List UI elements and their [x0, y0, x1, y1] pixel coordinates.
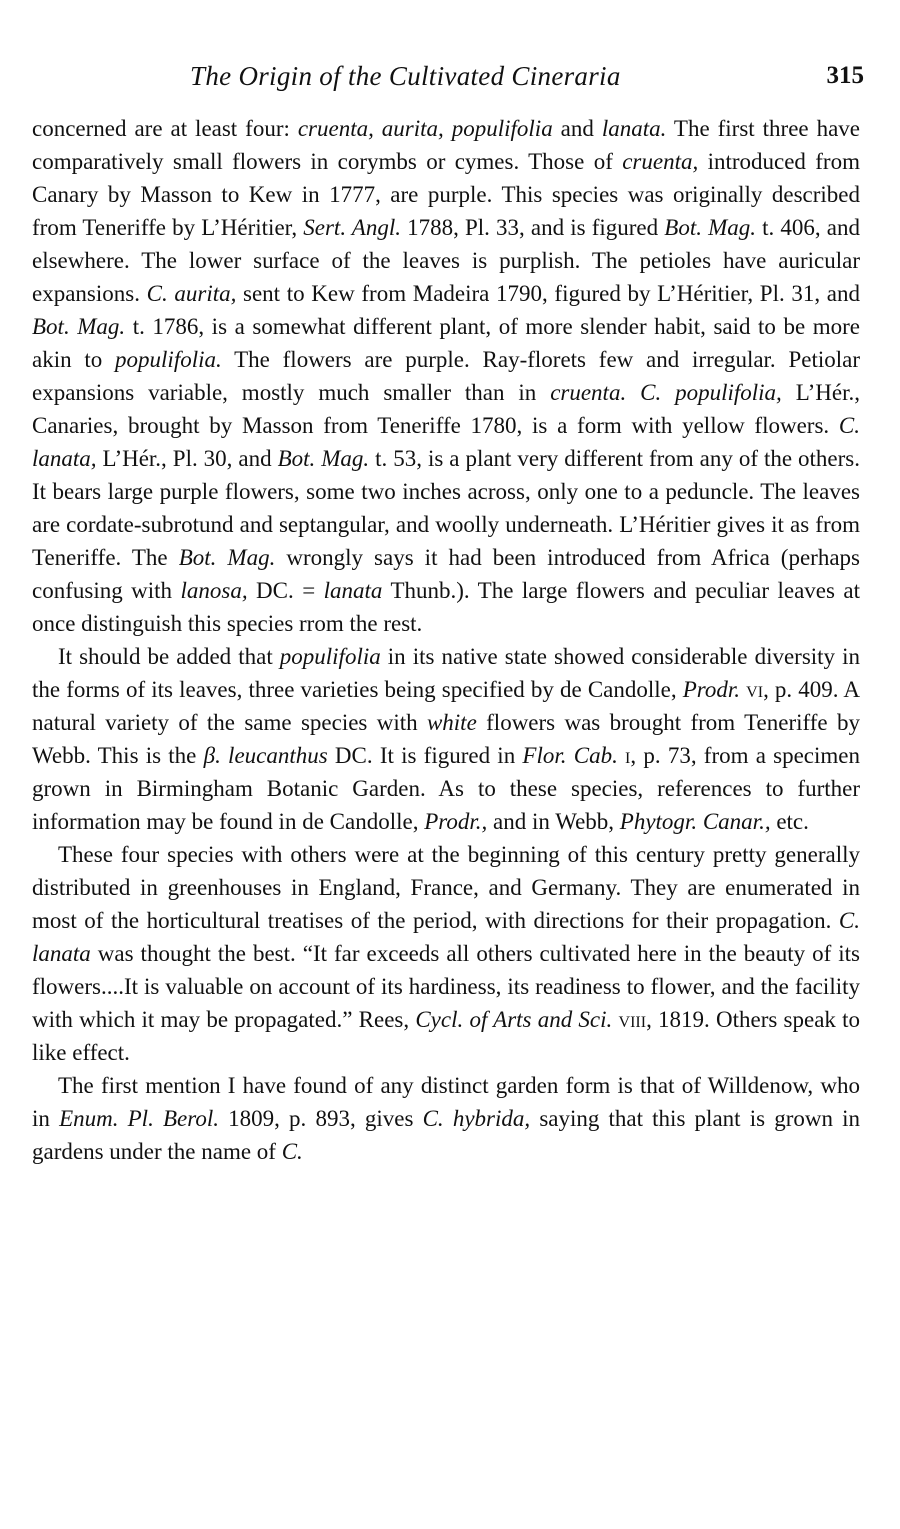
italic-run: lanata: [323, 578, 383, 603]
text-run: It should be added that: [58, 644, 280, 669]
running-head: [32, 58, 864, 94]
text-run: These four species with others were at the beginning of this century pretty generally distributed in greenhouses in England, France, and Germany. They are enumerated in most of the horticultural treatises of the period, with directions for their propagation.: [32, 842, 860, 933]
text-run: t. 406, and elsewhere. The lower surface of the leaves is purplish. The petioles have auricular expansions.: [32, 215, 860, 306]
italic-run: populifolia.: [115, 347, 222, 372]
text-run: was thought the best. “It far exceeds all others cultivated here in the beauty of its flowers....It is valuable on account of its hardiness, its readiness to flower, and the facility with which it may be propagated.” Rees,: [32, 941, 860, 1032]
text-run: introduced from Canary by Masson to Kew in 1777, are purple. This species was originally described from Teneriffe by L’Héritier,: [32, 149, 860, 240]
small-caps-run: viii: [618, 1007, 647, 1032]
italic-run: lanata.: [601, 116, 667, 141]
italic-run: Prodr.: [682, 677, 741, 702]
text-run: [618, 743, 625, 768]
text-run: , p. 409. A natural variety of the same species with: [32, 677, 860, 735]
text-run: sent to Kew from Madeira 1790, figured by L’Héritier, Pl. 31, and: [236, 281, 860, 306]
text-run: , p. 73, from a specimen grown in Birmingham Botanic Garden. As to these species, references to further information may be found in de Candolle,: [32, 743, 860, 834]
italic-run: Bot. Mag.: [664, 215, 756, 240]
text-run: t. 53, is a plant very different from any of the others. It bears large purple flowers, some two inches across, only one to a peduncle. The leaves are cordate-subrotund and septangular, and woolly underneath. L’Héritier gives it as from Teneriffe. The: [32, 446, 860, 570]
text-run: L’Hér., Pl. 30, and: [96, 446, 278, 471]
italic-run: cruenta.: [550, 380, 627, 405]
italic-run: white: [426, 710, 477, 735]
small-caps-run: vi: [746, 677, 764, 702]
text-run: L’Hér., Canaries, brought by Masson from Teneriffe 1780, is a form with yellow flowers.: [32, 380, 860, 438]
small-caps-run: i: [625, 743, 631, 768]
italic-run: β. leucanthus: [203, 743, 328, 768]
text-run: and: [552, 116, 602, 141]
italic-run: Phytogr. Canar.,: [619, 809, 771, 834]
body-text: [32, 112, 860, 1168]
italic-run: cruenta,: [622, 149, 699, 174]
italic-run: populifolia: [279, 644, 381, 669]
text-run: The first three have comparatively small flowers in corymbs or cymes. Those of: [32, 116, 860, 174]
text-run: concerned are at least four:: [32, 116, 298, 141]
italic-run: Sert. Angl.: [303, 215, 401, 240]
italic-run: Flor. Cab.: [522, 743, 618, 768]
text-run: wrongly says it had been introduced from Africa (perhaps confusing with: [32, 545, 860, 603]
paragraph-2: [32, 640, 860, 838]
italic-run: C. lanata: [32, 908, 860, 966]
text-run: The first mention I have found of any distinct garden form is that of Willdenow, who in: [32, 1073, 860, 1131]
text-run: Thunb.). The large flowers and peculiar leaves at once distinguish this species rrom the rest.: [32, 578, 860, 636]
paragraph-3: [32, 838, 860, 1069]
italic-run: C. hybrida,: [422, 1106, 531, 1131]
text-run: and in Webb,: [487, 809, 620, 834]
page-number: 315: [826, 62, 864, 89]
italic-run: Prodr.,: [424, 809, 488, 834]
italic-run: cruenta, aurita, populifolia: [297, 116, 553, 141]
text-run: DC. =: [247, 578, 324, 603]
text-run: [626, 380, 640, 405]
italic-run: C. lanata,: [32, 413, 860, 471]
italic-run: C. aurita,: [146, 281, 237, 306]
text-run: saying that this plant is grown in gardens under the name of: [32, 1106, 861, 1164]
paragraph-1: [32, 112, 860, 640]
italic-run: Enum. Pl. Berol.: [59, 1106, 219, 1131]
text-run: 1809, p. 893, gives: [218, 1106, 423, 1131]
text-run: etc.: [770, 809, 809, 834]
italic-run: Bot. Mag.: [277, 446, 370, 471]
text-run: 1788, Pl. 33, and is figured: [400, 215, 665, 240]
italic-run: Cycl. of Arts and Sci.: [415, 1007, 613, 1032]
italic-run: C. populifolia,: [640, 380, 782, 405]
paragraph-4: [32, 1069, 860, 1168]
text-run: in its native state showed considerable diversity in the forms of its leaves, three varieties being specified by de Candolle,: [32, 644, 860, 702]
text-run: DC. It is figured in: [327, 743, 523, 768]
italic-run: Bot. Mag.: [32, 314, 126, 339]
italic-run: lanosa,: [180, 578, 248, 603]
text-run: The flowers are purple. Ray-florets few and irregular. Petiolar expansions variable, mostly much smaller than in: [32, 347, 860, 405]
text-run: t. 1786, is a somewhat different plant, of more slender habit, said to be more akin to: [32, 314, 860, 372]
running-title: The Origin of the Cultivated Cineraria: [190, 61, 621, 91]
text-run: flowers was brought from Teneriffe by Webb. This is the: [32, 710, 860, 768]
text-run: , 1819. Others speak to like effect.: [32, 1007, 861, 1065]
italic-run: Bot. Mag.: [178, 545, 276, 570]
italic-run: C.: [281, 1139, 303, 1164]
